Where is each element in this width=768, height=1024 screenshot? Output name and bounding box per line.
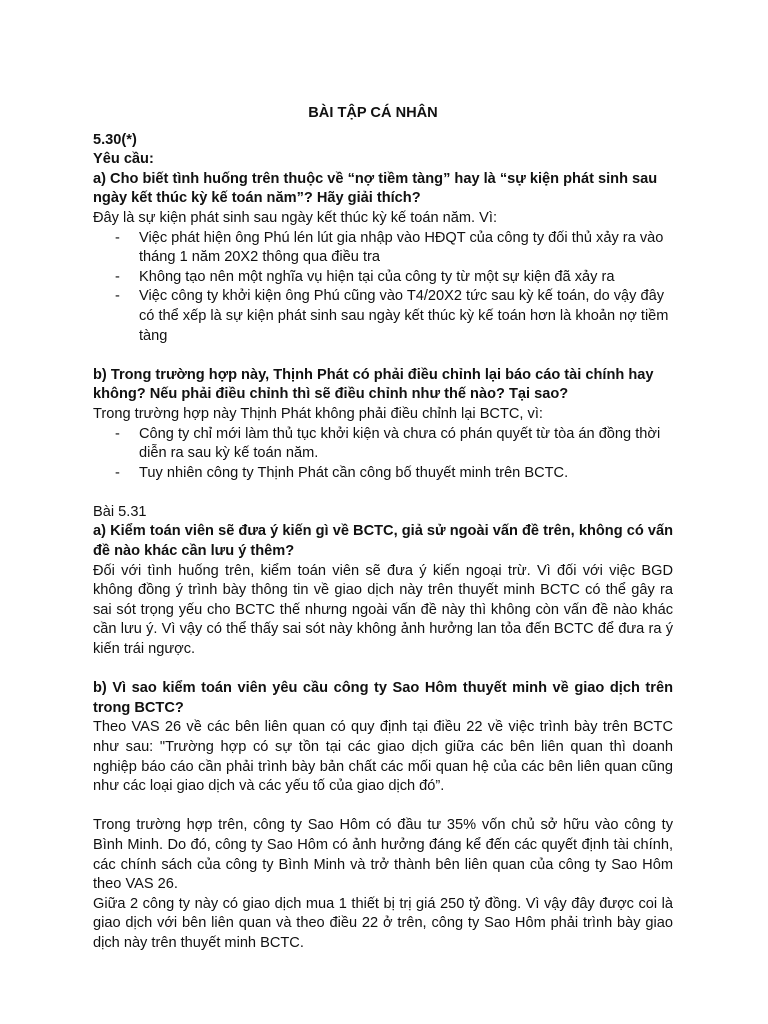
question-531-a: a) Kiểm toán viên sẽ đưa ý kiến gì về BCTC, giả sử ngoài vấn đề trên, không có vấn đề nào khác cần lưu ý thêm?: [93, 523, 673, 560]
list-item: - Công ty chỉ mới làm thủ tục khởi kiện và chưa có phán quyết từ tòa án đồng thời diễn ra sau kỳ kế toán năm.: [93, 425, 673, 464]
spacer: [93, 660, 673, 680]
list-item: - Việc phát hiện ông Phú lén lút gia nhập vào HĐQT của công ty đối thủ xảy ra vào tháng 1 năm 20X2 thông qua điều tra: [93, 229, 673, 268]
answer-530-b-intro: Trong trường hợp này Thịnh Phát không phải điều chỉnh lại BCTC, vì:: [93, 405, 543, 422]
answer-530-a-list: [93, 229, 673, 347]
requirement-label: Yêu cầu:: [93, 151, 154, 168]
spacer: [93, 797, 673, 817]
question-530-a: a) Cho biết tình huống trên thuộc về “nợ tiềm tàng” hay là “sự kiện phát sinh sau ngày kết thúc kỳ kế toán năm”? Hãy giải thích?: [93, 170, 658, 207]
exercise-531-heading: Bài 5.31: [93, 503, 147, 520]
answer-531-b-paragraph-3: Giữa 2 công ty này có giao dịch mua 1 thiết bị trị giá 250 tỷ đồng. Vì vậy đây được coi là giao dịch với bên liên quan và theo điều 22 ở trên, công ty Sao Hôm phải trình bày giao dịch này trên thuyết minh BCTC.: [93, 895, 673, 951]
document-title: BÀI TẬP CÁ NHÂN: [308, 105, 438, 121]
answer-531-b-paragraph-2: Trong trường hợp trên, công ty Sao Hôm có đầu tư 35% vốn chủ sở hữu vào công ty Bình Minh. Do đó, công ty Sao Hôm có ảnh hưởng đáng kể đến các quyết định tài chính, các chính sách của công ty Bình Minh và trở thành bên liên quan của công ty Sao Hôm theo VAS 26.: [93, 817, 673, 893]
answer-531-b-paragraph-1: Theo VAS 26 về các bên liên quan có quy định tại điều 22 về việc trình bày trên BCTC như sau: "Trường hợp có sự tồn tại các giao dịch giữa các bên liên quan thì doanh nghiệp báo cáo cần phải trình bày bản chất các mối quan hệ của các bên liên quan cũng như các loại giao dịch và các yếu tố của giao dịch đó”.: [93, 719, 673, 795]
question-530-b: b) Trong trường hợp này, Thịnh Phát có phải điều chỉnh lại báo cáo tài chính hay không? Nếu phải điều chỉnh thì sẽ điều chỉnh như thế nào? Tại sao?: [93, 366, 654, 403]
document-content: [93, 104, 673, 954]
list-item: - Tuy nhiên công ty Thịnh Phát cần công bố thuyết minh trên BCTC.: [93, 464, 673, 484]
answer-531-a: Đối với tình huống trên, kiểm toán viên sẽ đưa ý kiến ngoại trừ. Vì đối với việc BGD không đồng ý trình bày thông tin về giao dịch này trên thuyết minh BCTC có thể gây ra sai sót trọng yếu cho BCTC thế nhưng ngoài vấn đề này thì không còn vấn đề nào khác cần lưu ý. Vì vậy có thể thấy sai sót này không ảnh hưởng lan tỏa đến BCTC để đưa ra ý kiến trái ngược.: [93, 562, 673, 658]
exercise-530-heading: 5.30(*): [93, 131, 137, 148]
question-531-b: b) Vì sao kiểm toán viên yêu cầu công ty Sao Hôm thuyết minh về giao dịch trên trong BCTC?: [93, 680, 673, 716]
spacer: [93, 346, 673, 366]
spacer: [93, 483, 673, 503]
list-item: - Không tạo nên một nghĩa vụ hiện tại của công ty từ một sự kiện đã xảy ra: [93, 268, 673, 288]
answer-530-a-intro: Đây là sự kiện phát sinh sau ngày kết thúc kỳ kế toán năm. Vì:: [93, 209, 498, 226]
answer-530-b-list: [93, 425, 673, 484]
list-item: - Việc công ty khởi kiện ông Phú cũng vào T4/20X2 tức sau kỳ kế toán, do vậy đây có thể xếp là sự kiện phát sinh sau ngày kết thúc kỳ kế toán hơn là khoản nợ tiềm tàng: [93, 287, 673, 346]
